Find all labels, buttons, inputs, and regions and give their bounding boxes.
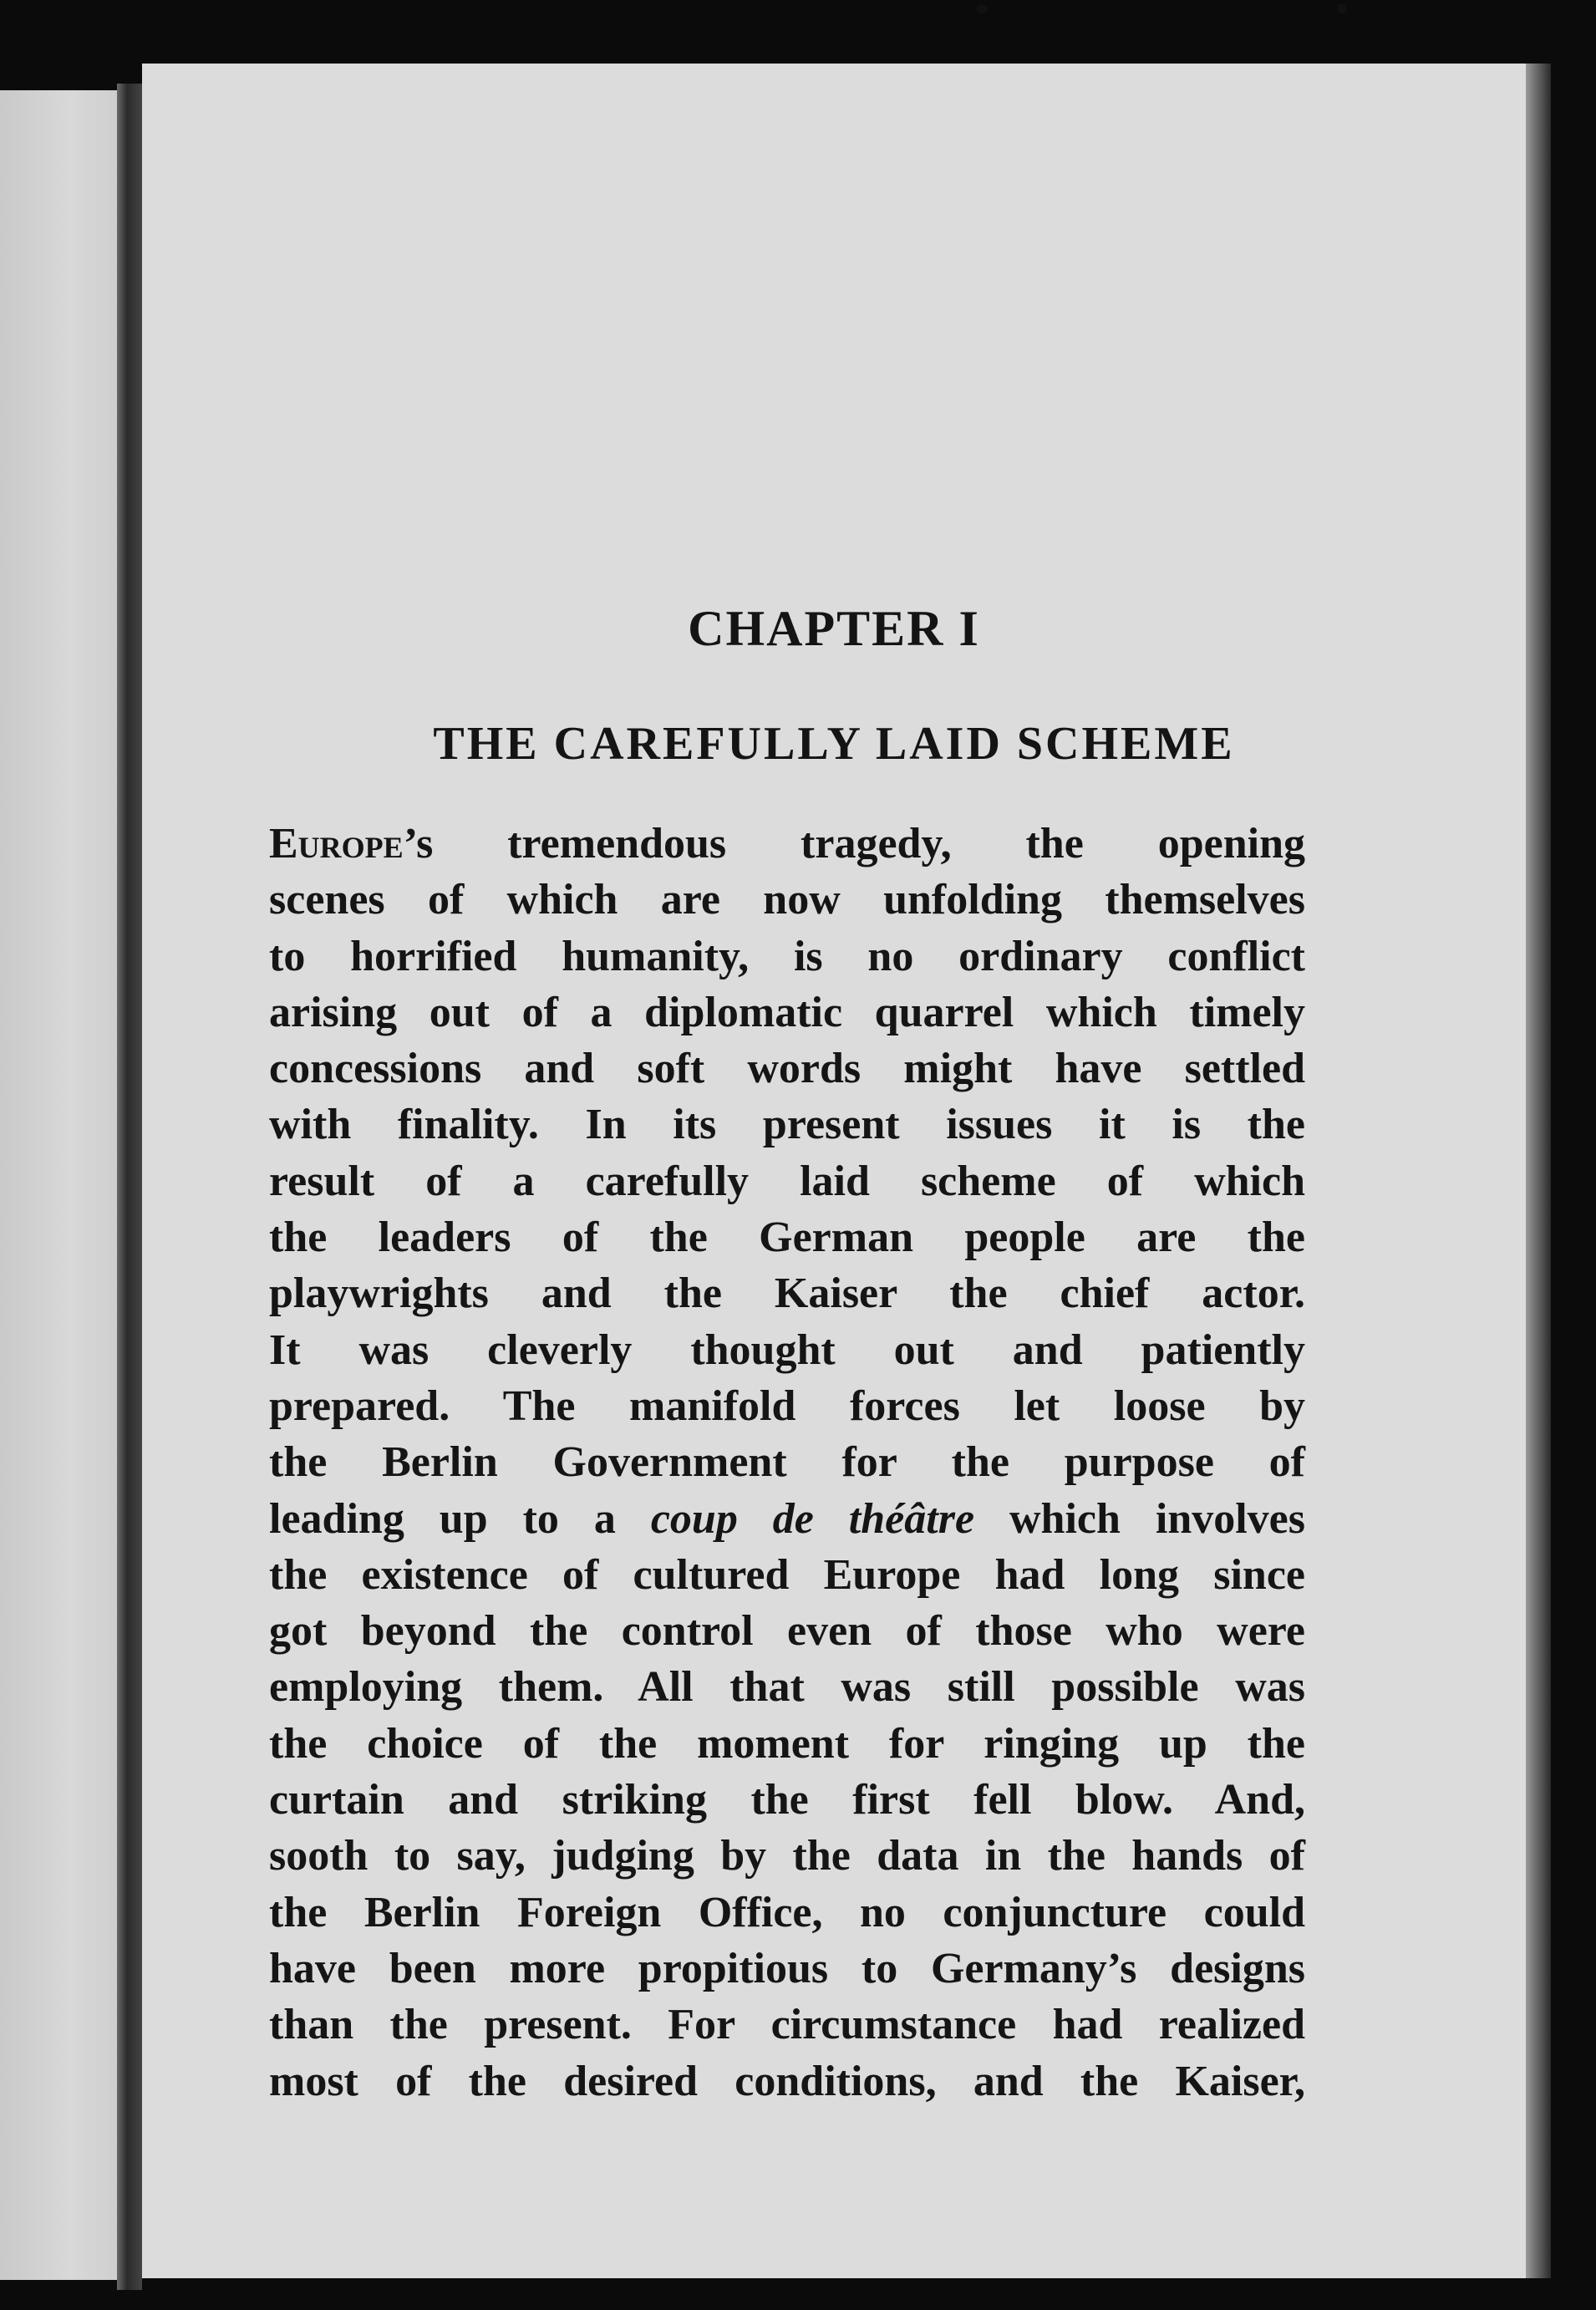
text-line: most of the desired conditions, and the Kaiser,: [269, 2057, 1305, 2105]
text-line: got beyond the control even of those who were: [269, 1607, 1305, 1656]
text-line: the Berlin Government for the purpose of: [269, 1438, 1305, 1487]
text-line: concessions and soft words might have settled: [269, 1045, 1305, 1093]
text-line: to horrified humanity, is no ordinary conflict: [269, 932, 1305, 980]
text-line: the existence of cultured Europe had long since: [269, 1550, 1305, 1599]
chapter-number: CHAPTER I: [688, 601, 980, 656]
text-line: leading up to a coup de théâtre which involves: [269, 1494, 1305, 1543]
text-line: the Berlin Foreign Office, no conjuncture could: [269, 1888, 1305, 1936]
text-line: arising out of a diplomatic quarrel which timely: [269, 988, 1305, 1036]
text-line: the leaders of the German people are the: [269, 1214, 1305, 1262]
italic-phrase: coup de théâtre: [650, 1494, 975, 1543]
book-gutter: [117, 84, 142, 2290]
facing-page-edge: [0, 90, 117, 2280]
scan-speck: [976, 5, 988, 13]
text-line: playwrights and the Kaiser the chief actor.: [269, 1269, 1305, 1318]
chapter-title: THE CAREFULLY LAID SCHEME: [433, 718, 1235, 770]
text-line: the choice of the moment for ringing up the: [269, 1719, 1305, 1768]
scan-speck: [1337, 3, 1347, 13]
text-line: prepared. The manifold forces let loose by: [269, 1381, 1305, 1430]
text-line: employing them. All that was still possible was: [269, 1663, 1305, 1712]
page-right-edge: [1526, 64, 1551, 2278]
text-line: scenes of which are now unfolding themselves: [269, 876, 1305, 924]
text-line: sooth to say, judging by the data in the hands of: [269, 1832, 1305, 1880]
text-line: curtain and striking the first fell blow. And,: [269, 1776, 1305, 1824]
drop-word: Europe: [269, 820, 404, 868]
text-line: Europe’s tremendous tragedy, the opening: [269, 820, 1305, 868]
text-line: with finality. In its present issues it is the: [269, 1101, 1305, 1149]
text-line: It was cleverly thought out and patiently: [269, 1325, 1305, 1374]
text-line: than the present. For circumstance had realized: [269, 2001, 1305, 2049]
chapter-body-text: [269, 816, 1305, 2109]
text-line: have been more propitious to Germany’s designs: [269, 1944, 1305, 1992]
text-line: result of a carefully laid scheme of which: [269, 1157, 1305, 1205]
